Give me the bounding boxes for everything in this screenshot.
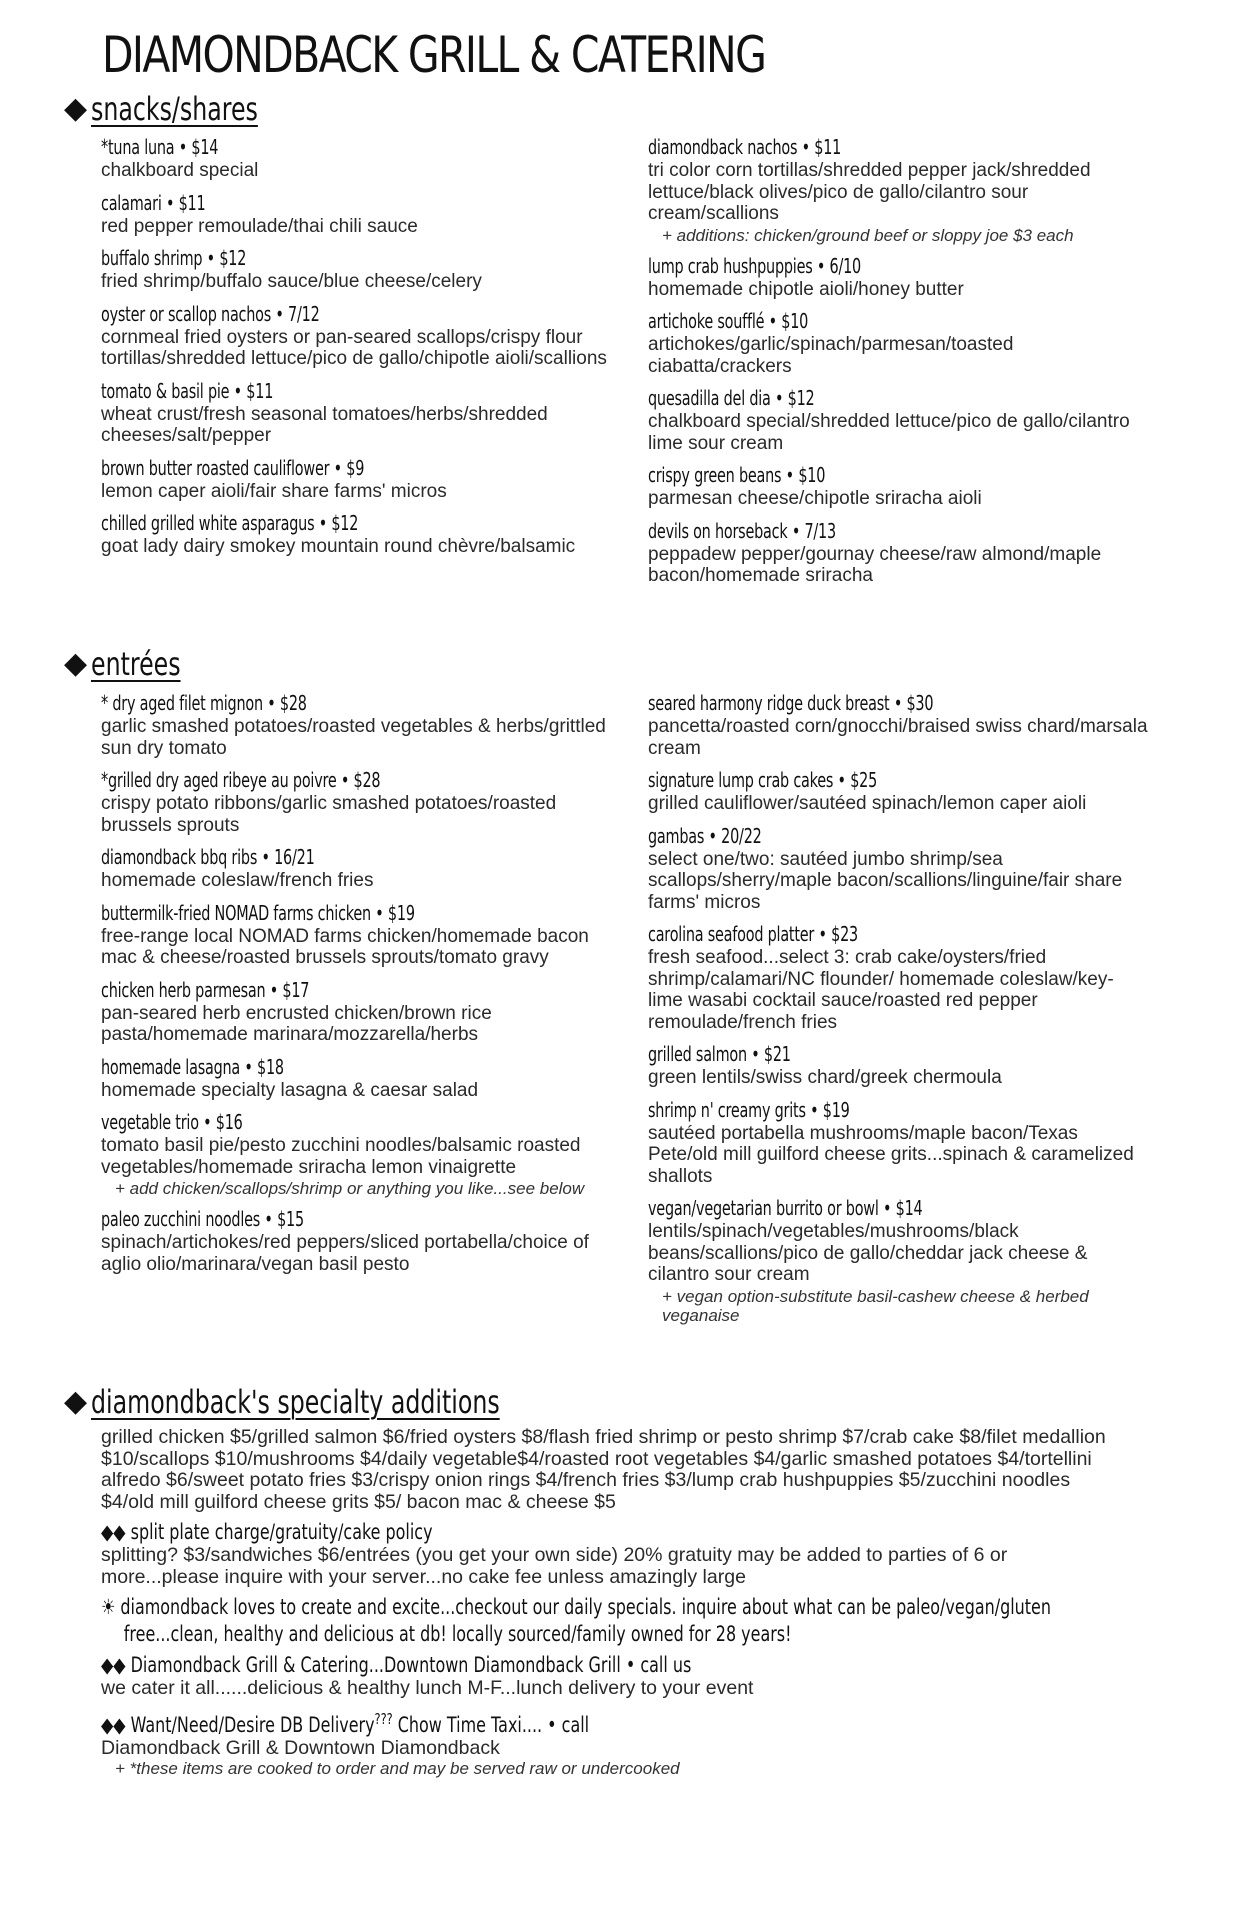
menu-item-description: tri color corn tortillas/shredded pepper jack/shredded lettuce/black olives/pico de gallo/cilantro sour cream/scallions: [648, 160, 1091, 224]
double-diamond-icon: ◆◆: [101, 1520, 126, 1544]
snacks-left-column: [101, 135, 611, 567]
menu-item: [101, 1110, 611, 1198]
double-diamond-icon: ◆◆: [101, 1653, 126, 1677]
menu-item-description: parmesan cheese/chipotle sriracha aioli: [648, 488, 982, 509]
menu-item: [648, 309, 1148, 377]
menu-item: [648, 922, 1148, 1033]
menu-item: [648, 386, 1148, 454]
additions-block: [101, 1427, 1121, 1779]
menu-item: [648, 1196, 1148, 1325]
menu-item-name: quesadilla del dia • $12: [648, 386, 815, 410]
specials-line-1: [101, 1594, 1051, 1621]
diamond-icon: ◆: [64, 647, 88, 680]
policy-block: [101, 1519, 1121, 1588]
entrees-heading: [64, 645, 212, 683]
additions-text: grilled chicken $5/grilled salmon $6/fried oysters $8/flash fried shrimp or pesto shrimp $7/crab cake $8/filet medallion $10/scallops $10/mushrooms $4/daily vegetable$4/roasted root vegetables $4/garlic smashed potatoes $4/tortellini alfredo $6/sweet potato fries $3/crispy onion rings $4/french fries $3/lump crab hushpuppies $5/zucchini noodles $4/old mill guilford cheese grits $5/ bacon mac & cheese $5: [101, 1426, 1106, 1513]
menu-item-description: lemon caper aioli/fair share farms' micros: [101, 480, 447, 502]
menu-item-description: select one/two: sautéed jumbo shrimp/sea scallops/sherry/maple bacon/scallions/linguine/fair share farms' micros: [648, 848, 1123, 913]
menu-item-name: brown butter roasted cauliflower • $9: [101, 455, 365, 480]
menu-item-description: fried shrimp/buffalo sauce/blue cheese/celery: [101, 271, 482, 292]
snacks-right-column: [648, 135, 1148, 596]
menu-item-name: calamari • $11: [101, 190, 206, 215]
menu-item-name: vegetable trio • $16: [101, 1110, 243, 1134]
diamond-icon: ◆: [64, 1385, 88, 1418]
menu-item: [648, 463, 1148, 510]
menu-item-description: grilled cauliflower/sautéed spinach/lemon caper aioli: [648, 793, 1087, 814]
menu-item-description: fresh seafood...select 3: crab cake/oysters/fried shrimp/calamari/NC flounder/ homemade coleslaw/key-lime wasabi cocktail sauce/roasted red pepper remoulade/french fries: [648, 947, 1114, 1033]
menu-item-description: free-range local NOMAD farms chicken/homemade bacon mac & cheese/roasted brussels sprouts/tomato gravy: [101, 925, 589, 968]
menu-item: [101, 845, 611, 892]
menu-item-description: goat lady dairy smokey mountain round chèvre/balsamic: [101, 536, 576, 557]
menu-item-note: + vegan option-substitute basil-cashew cheese & herbed veganaise: [662, 1286, 1089, 1325]
menu-item-note: + additions: chicken/ground beef or sloppy joe $3 each: [662, 225, 1074, 245]
menu-item-name: *tuna luna • $14: [101, 135, 219, 159]
specials-block: [101, 1594, 1121, 1648]
menu-item-description: chalkboard special/shredded lettuce/pico de gallo/cilantro lime sour cream: [648, 411, 1130, 454]
menu-item: [101, 379, 611, 447]
menu-item-description: homemade coleslaw/french fries: [101, 870, 374, 891]
menu-item: [648, 768, 1148, 815]
catering-text: we cater it all......delicious & healthy lunch M-F...lunch delivery to your event: [101, 1677, 754, 1699]
menu-item-name: *grilled dry aged ribeye au poivre • $28: [101, 768, 381, 792]
menu-item: [648, 1098, 1148, 1188]
double-diamond-icon: ◆◆: [101, 1712, 126, 1737]
menu-item-name: carolina seafood platter • $23: [648, 922, 858, 946]
menu-item-name: seared harmony ridge duck breast • $30: [648, 691, 934, 715]
menu-item-description: crispy potato ribbons/garlic smashed potatoes/roasted brussels sprouts: [101, 793, 557, 836]
menu-item-name: * dry aged filet mignon • $28: [101, 691, 307, 715]
menu-item-name: shrimp n' creamy grits • $19: [648, 1097, 850, 1122]
menu-item-description: pancetta/roasted corn/gnocchi/braised swiss chard/marsala cream: [648, 716, 1148, 759]
menu-item-name: gambas • 20/22: [648, 823, 762, 848]
menu-item: [648, 254, 1148, 301]
menu-item-name: paleo zucchini noodles • $15: [101, 1207, 304, 1231]
entrees-heading-label: entrées: [91, 645, 181, 683]
menu-item: [101, 691, 611, 759]
menu-item-name: crispy green beans • $10: [648, 463, 826, 487]
menu-item-description: wheat crust/fresh seasonal tomatoes/herbs/shredded cheeses/salt/pepper: [101, 403, 548, 446]
policy-text: splitting? $3/sandwiches $6/entrées (you get your own side) 20% gratuity may be added to parties of 6 or more...please inquire with your server...no cake fee unless amazingly large: [101, 1544, 1008, 1588]
additions-heading-label: diamondback's specialty additions: [91, 1383, 500, 1421]
catering-title: [101, 1652, 876, 1678]
diamond-icon: ◆: [64, 92, 88, 125]
menu-item-name: lump crab hushpuppies • 6/10: [648, 253, 861, 278]
specials-line-1-text: diamondback loves to create and excite...checkout our daily specials. inquire about what can be paleo/vegan/gluten: [120, 1595, 1051, 1619]
menu-item-name: diamondback bbq ribs • 16/21: [101, 845, 315, 869]
menu-item: [101, 191, 611, 238]
delivery-text: Diamondback Grill & Downtown Diamondback: [101, 1736, 500, 1759]
entrees-left-column: [101, 691, 611, 1284]
menu-item-name: oyster or scallop nachos • 7/12: [101, 301, 320, 326]
menu-item-description: sautéed portabella mushrooms/maple bacon/Texas Pete/old mill guilford cheese grits...spinach & caramelized shallots: [648, 1122, 1134, 1187]
menu-item-description: homemade chipotle aioli/honey butter: [648, 278, 964, 300]
menu-item-name: signature lump crab cakes • $25: [648, 768, 878, 792]
menu-item: [648, 824, 1148, 914]
menu-item: [101, 302, 611, 370]
menu-item: [101, 978, 611, 1046]
menu-item: [101, 768, 611, 836]
menu-item: [101, 1207, 611, 1275]
policy-title-text: split plate charge/gratuity/cake policy: [130, 1520, 433, 1544]
menu-item: [101, 511, 611, 558]
menu-item-name: buttermilk-fried NOMAD farms chicken • $19: [101, 900, 415, 925]
entrees-right-column: [648, 691, 1148, 1334]
menu-item-name: tomato & basil pie • $11: [101, 378, 274, 403]
menu-item-description: garlic smashed potatoes/roasted vegetables & herbs/grittled sun dry tomato: [101, 716, 606, 759]
menu-item-name: devils on horseback • 7/13: [648, 518, 836, 543]
menu-item-description: green lentils/swiss chard/greek chermoula: [648, 1067, 1002, 1088]
menu-item-note: + add chicken/scallops/shrimp or anything you like...see below: [115, 1179, 585, 1198]
menu-item-description: lentils/spinach/vegetables/mushrooms/black beans/scallions/pico de gallo/cheddar jack cheese & cilantro sour cream: [648, 1221, 1088, 1285]
catering-title-text: Diamondback Grill & Catering...Downtown Diamondback Grill • call us: [130, 1653, 692, 1677]
snacks-heading-label: snacks/shares: [91, 90, 258, 128]
menu-item: [648, 1042, 1148, 1089]
policy-title: [101, 1519, 876, 1545]
menu-item-description: artichokes/garlic/spinach/parmesan/toasted ciabatta/crackers: [648, 334, 1014, 377]
menu-item-name: vegan/vegetarian burrito or bowl • $14: [648, 1196, 923, 1220]
menu-item: [101, 901, 611, 969]
delivery-title-a: Want/Need/Desire DB Delivery: [130, 1712, 375, 1737]
menu-item-name: chicken herb parmesan • $17: [101, 977, 310, 1002]
menu-item-description: homemade specialty lasagna & caesar salad: [101, 1079, 479, 1101]
menu-item-description: cornmeal fried oysters or pan-seared scallops/crispy flour tortillas/shredded lettuce/pico de gallo/chipotle aioli/scallions: [101, 326, 607, 369]
menu-item-name: chilled grilled white asparagus • $12: [101, 511, 359, 535]
specials-line-2: free...clean, healthy and delicious at db! locally sourced/family owned for 28 years!: [123, 1622, 792, 1646]
delivery-title: [101, 1706, 876, 1738]
sun-icon: ☀: [101, 1595, 116, 1619]
delivery-block: [101, 1706, 1121, 1780]
menu-item: [101, 135, 611, 182]
menu-item: [648, 691, 1148, 759]
menu-item-description: tomato basil pie/pesto zucchini noodles/balsamic roasted vegetables/homemade sriracha lemon vinaigrette: [101, 1135, 581, 1178]
additions-heading: [64, 1383, 643, 1421]
menu-item-description: pan-seared herb encrusted chicken/brown rice pasta/homemade marinara/mozzarella/herbs: [101, 1002, 492, 1045]
menu-item-name: diamondback nachos • $11: [648, 135, 842, 159]
menu-item: [101, 456, 611, 503]
menu-item-description: red pepper remoulade/thai chili sauce: [101, 215, 418, 237]
menu-item: [101, 1055, 611, 1102]
delivery-question-marks: ???: [374, 1709, 393, 1728]
menu-item-description: spinach/artichokes/red peppers/sliced portabella/choice of aglio olio/marinara/vegan basil pesto: [101, 1232, 589, 1275]
snacks-heading: [64, 90, 317, 128]
delivery-title-b: Chow Time Taxi.... • call: [392, 1712, 590, 1737]
restaurant-title: DIAMONDBACK GRILL & CATERING: [102, 26, 766, 84]
menu-item-name: buffalo shrimp • $12: [101, 246, 247, 270]
menu-item: [648, 519, 1148, 587]
menu-item-description: peppadew pepper/gournay cheese/raw almond/maple bacon/homemade sriracha: [648, 543, 1102, 586]
catering-block: [101, 1652, 1121, 1700]
menu-item: [648, 135, 1148, 245]
raw-food-disclaimer: + *these items are cooked to order and may be served raw or undercooked: [115, 1759, 680, 1778]
menu-item-name: artichoke soufflé • $10: [648, 309, 809, 333]
menu-item: [101, 246, 611, 293]
menu-item-description: chalkboard special: [101, 160, 259, 181]
menu-item-name: homemade lasagna • $18: [101, 1054, 284, 1079]
menu-item-name: grilled salmon • $21: [648, 1042, 791, 1066]
